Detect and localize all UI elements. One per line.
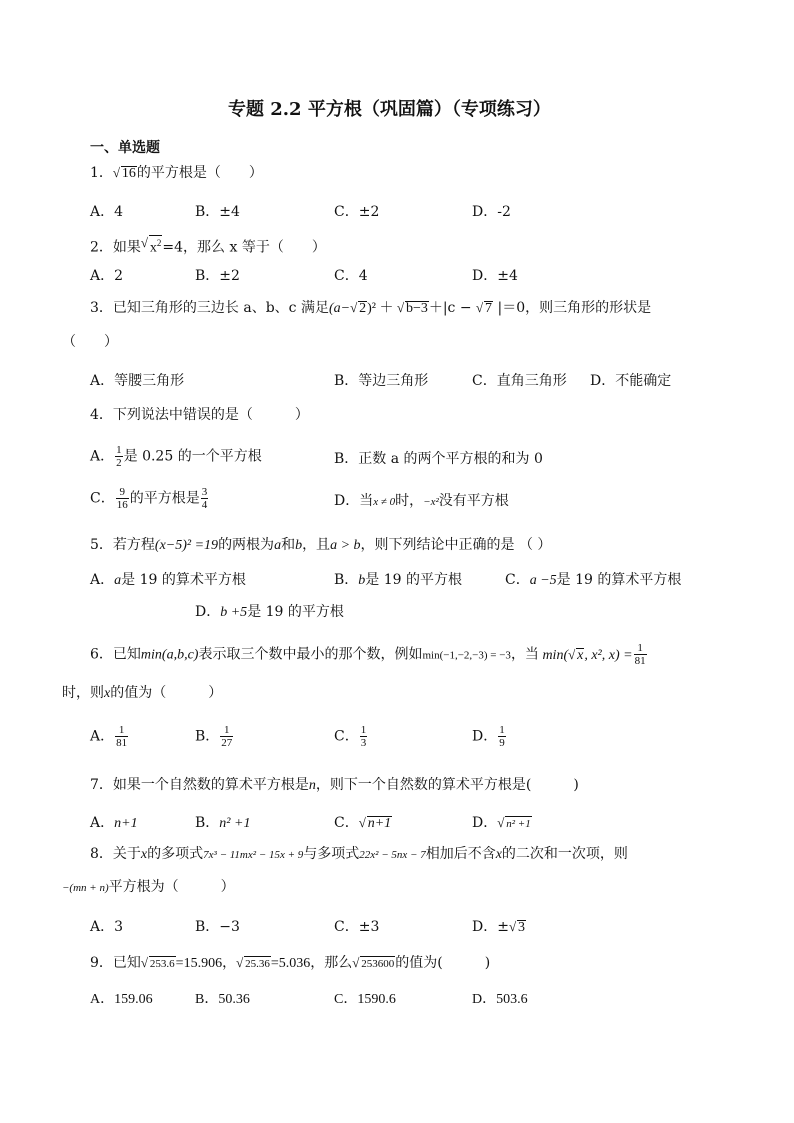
q9-option-b[interactable]: B．50.36 <box>195 992 250 1007</box>
question-6-stem: 6．已知min(a,b,c)表示取三个数中最小的那个数，例如min(−1,−2,−3) = −3，当 min(√ x, x², x) = $\frac{1}{81}$ <box>90 642 648 667</box>
q6-option-b[interactable]: B． $\frac{1}{27}$ <box>195 724 233 749</box>
q2-option-d[interactable]: D．±4 <box>472 268 518 284</box>
q1-option-c[interactable]: C．±2 <box>334 204 380 220</box>
q3-option-c[interactable]: C．直角三角形 <box>472 373 567 389</box>
question-2-stem: 2．如果√ $x^2=4$，那么 x 等于（ ） <box>90 235 326 258</box>
q1-option-b[interactable]: B．±4 <box>195 204 240 220</box>
q4-option-b[interactable]: B．正数 a 的两个平方根的和为 0 <box>334 451 543 467</box>
q9-option-c[interactable]: C．1590.6 <box>334 992 396 1007</box>
q7-option-a[interactable]: A．n+1 <box>90 815 138 831</box>
q5-option-d[interactable]: D．b +5是 19 的平方根 <box>195 604 344 620</box>
q6-option-d[interactable]: D． $\frac{1}{9}$ <box>472 724 505 749</box>
q5-option-b[interactable]: B．b是 19 的平方根 <box>334 572 463 588</box>
q3-option-b[interactable]: B．等边三角形 <box>334 373 429 389</box>
q2-option-b[interactable]: B．±2 <box>195 268 240 284</box>
sqrt-expression: √ 7 <box>476 300 493 318</box>
q7-option-b[interactable]: B．n² +1 <box>195 815 251 831</box>
q2-option-c[interactable]: C．4 <box>334 268 368 284</box>
question-3-stem-cont: （ ） <box>62 334 118 350</box>
question-3-stem: 3．已知三角形的三边长 a、b、c 满足(a−√ 2)² ＋ √ b−3＋|c − √ 7 |＝0，则三角形的形状是 <box>90 299 651 318</box>
question-1-stem: 1．√ 16的平方根是（ ） <box>90 164 263 183</box>
q5-option-c[interactable]: C．a −5是 19 的算术平方根 <box>505 572 682 588</box>
question-9-stem: 9．已知√ 253.6=15.906，√ 25.36=5.036，那么√ 253600的值为( ) <box>90 954 490 973</box>
q4-option-c[interactable]: C． $\frac{9}{16}$ 的平方根是 $\frac{3}{4}$ <box>90 486 208 511</box>
sqrt-expression: √ b−3 <box>397 300 429 318</box>
question-8-stem: 8．关于x的多项式7x³ − 11mx² − 15x + 9与多项式22x² − 5nx − 7相加后不含x的二次和一次项，则 <box>90 846 628 862</box>
section-heading: 一、单选题 <box>90 140 160 156</box>
sqrt-expression: √ 2 <box>350 300 367 318</box>
question-8-stem-cont: −(mn + n)平方根为（ ） <box>62 879 235 895</box>
q1-option-a[interactable]: A．4 <box>90 204 124 220</box>
question-4-stem: 4．下列说法中错误的是（ ） <box>90 407 309 423</box>
q8-option-a[interactable]: A．3 <box>90 919 124 935</box>
question-7-stem: 7．如果一个自然数的算术平方根是n，则下一个自然数的算术平方根是( ) <box>90 777 579 793</box>
q4-option-a[interactable]: A． $\frac{1}{2}$ 是 0.25 的一个平方根 <box>90 444 262 469</box>
q8-option-d[interactable]: D．±√ 3 <box>472 918 526 937</box>
question-5-stem: 5．若方程(x−5)² =19的两根为a和b，且a > b，则下列结论中正确的是 （ ） <box>90 537 552 553</box>
q6-option-c[interactable]: C． $\frac{1}{3}$ <box>334 724 367 749</box>
q9-option-d[interactable]: D．503.6 <box>472 992 528 1007</box>
sqrt-expression: √ $x^2$ <box>141 235 163 258</box>
q3-option-d[interactable]: D．不能确定 <box>590 373 672 389</box>
q1-option-d[interactable]: D．-2 <box>472 204 511 220</box>
q2-option-a[interactable]: A．2 <box>90 268 124 284</box>
q3-option-a[interactable]: A．等腰三角形 <box>90 373 185 389</box>
q9-option-a[interactable]: A．159.06 <box>90 992 153 1007</box>
q4-option-d[interactable]: D．当x ≠ 0时，−x²没有平方根 <box>334 493 509 509</box>
q7-option-d[interactable]: D．√ n² +1 <box>472 814 532 833</box>
question-6-stem-cont: 时，则x的值为（ ） <box>62 685 223 701</box>
q8-option-b[interactable]: B．−3 <box>195 919 240 935</box>
page-title: 专题 2.2 平方根（巩固篇）（专项练习） <box>228 99 551 120</box>
sqrt-expression: √ 16 <box>113 165 137 183</box>
q5-option-a[interactable]: A．a是 19 的算术平方根 <box>90 572 246 588</box>
q7-option-c[interactable]: C．√ n+1 <box>334 814 392 833</box>
q8-option-c[interactable]: C．±3 <box>334 919 380 935</box>
q6-option-a[interactable]: A． $\frac{1}{81}$ <box>90 724 128 749</box>
